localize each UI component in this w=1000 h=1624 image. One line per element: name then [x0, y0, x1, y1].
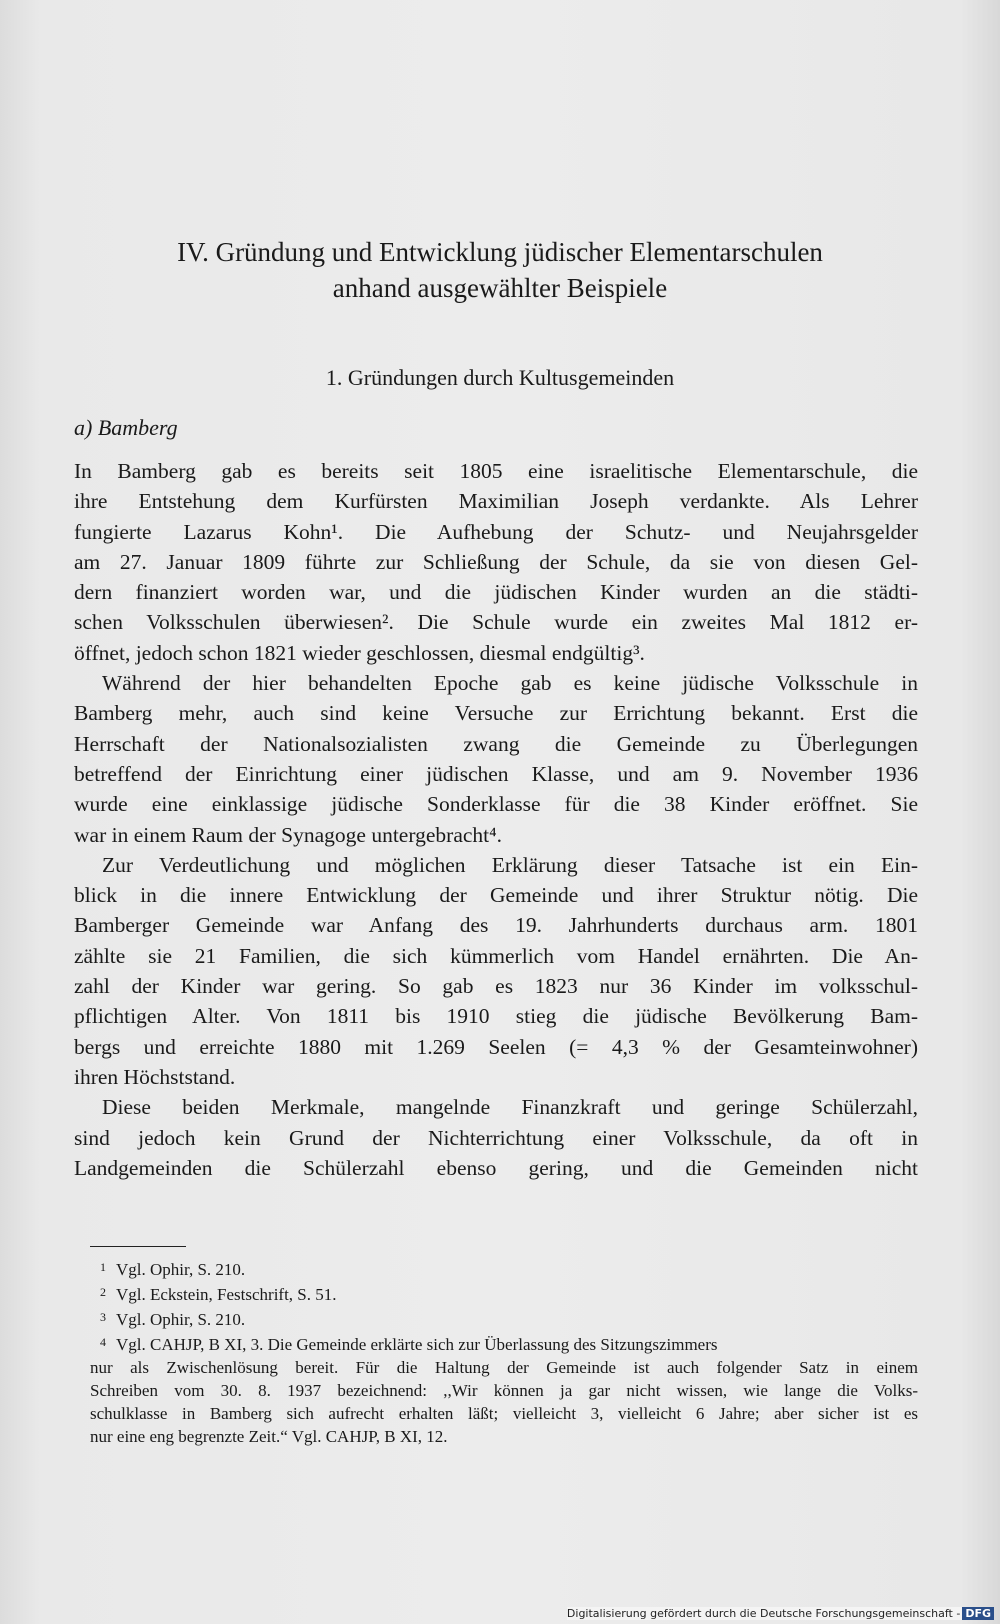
body-line: Während der hier behandelten Epoche gab es keine jüdische Volksschule in: [102, 671, 918, 696]
footnote-text: Vgl. Ophir, S. 210.: [116, 1260, 246, 1279]
body-line: fungierte Lazarus Kohn¹. Die Aufhebung der Schutz- und Neujahrsgelder: [74, 519, 918, 544]
footnote-text: Vgl. Ophir, S. 210.: [116, 1310, 246, 1329]
footnote-1: [90, 1256, 918, 1281]
chapter-heading-line-2: anhand ausgewählter Beispiele: [332, 273, 668, 303]
body-line: pflichtigen Alter. Von 1811 bis 1910 stieg die jüdische Bevölkerung Bam-: [74, 1004, 918, 1029]
body-line: öffnet, jedoch schon 1821 wieder geschlossen, diesmal endgültig³.: [74, 640, 645, 665]
body-line: schen Volksschulen überwiesen². Die Schule wurde ein zweites Mal 1812 er-: [74, 610, 918, 635]
footnote-4: [90, 1331, 918, 1356]
body-line: In Bamberg gab es bereits seit 1805 eine israelitische Elementarschule, die: [74, 459, 918, 483]
footnote-4-continued: nur eine eng begrenzte Zeit.“ Vgl. CAHJP, B XI, 12.: [90, 1427, 448, 1446]
footnote-divider: [90, 1246, 186, 1247]
footnote-text: Vgl. CAHJP, B XI, 3. Die Gemeinde erklärte sich zur Überlassung des Sitzungszimmers: [116, 1335, 718, 1354]
dfg-logo: DFG: [962, 1607, 994, 1620]
section-heading: 1. Gründungen durch Kultusgemeinden: [325, 365, 675, 390]
body-line: dern finanziert worden war, und die jüdischen Kinder wurden an die städti-: [74, 580, 918, 605]
footnote-number: 2: [100, 1285, 106, 1299]
body-line: Bamberger Gemeinde war Anfang des 19. Jahrhunderts durchaus arm. 1801: [74, 913, 918, 938]
body-line: Herrschaft der Nationalsozialisten zwang die Gemeinde zu Überlegungen: [74, 731, 918, 756]
credit-text: Digitalisierung gefördert durch die Deutsche Forschungsgemeinschaft -: [566, 1607, 961, 1620]
footnote-number: 1: [100, 1260, 106, 1274]
footnote-4-continued: nur als Zwischenlösung bereit. Für die Haltung der Gemeinde ist auch folgender Satz in einem: [90, 1358, 918, 1377]
footnote-4-continued: Schreiben vom 30. 8. 1937 bezeichnend: ,,Wir können ja gar nicht wissen, wie lange die Volks-: [90, 1381, 918, 1400]
body-line: ihre Entstehung dem Kurfürsten Maximilian Joseph verdankte. Als Lehrer: [74, 489, 918, 514]
footnotes: [90, 1256, 918, 1448]
footnote-4-continued: schulklasse in Bamberg sich aufrecht erhalten läßt; vielleicht 3, vielleicht 6 Jahre; aber sicher ist es: [90, 1404, 918, 1423]
footnote-text: Vgl. Eckstein, Festschrift, S. 51.: [116, 1285, 337, 1304]
body-line: bergs und erreichte 1880 mit 1.269 Seelen (= 4,3 % der Gesamteinwohner): [74, 1034, 918, 1059]
chapter-heading: [60, 234, 940, 306]
footnote-number: 3: [100, 1310, 106, 1324]
chapter-heading-line-1: IV. Gründung und Entwicklung jüdischer Elementarschulen: [177, 237, 823, 267]
footnote-number: 4: [100, 1335, 106, 1349]
footnote-3: [90, 1306, 918, 1331]
body-line: Landgemeinden die Schülerzahl ebenso gering, und die Gemeinden nicht: [74, 1155, 918, 1180]
body-line: zählte sie 21 Familien, die sich kümmerlich vom Handel ernährten. Die An-: [74, 943, 918, 968]
body-line: wurde eine einklassige jüdische Sonderklasse für die 38 Kinder eröffnet. Sie: [74, 792, 918, 817]
footnote-2: [90, 1281, 918, 1306]
body-line: war in einem Raum der Synagoge untergebracht⁴.: [74, 822, 503, 847]
body-line: blick in die innere Entwicklung der Gemeinde und ihrer Struktur nötig. Die: [74, 883, 918, 908]
body-line: zahl der Kinder war gering. So gab es 1823 nur 36 Kinder im volksschul-: [74, 974, 918, 999]
body-line: betreffend der Einrichtung einer jüdischen Klasse, und am 9. November 1936: [74, 761, 918, 786]
body-text: [74, 456, 918, 1183]
body-line: Zur Verdeutlichung und möglichen Erklärung dieser Tatsache ist ein Ein-: [102, 852, 918, 877]
body-line: sind jedoch kein Grund der Nichterrichtung einer Volksschule, da oft in: [74, 1125, 918, 1150]
body-line: ihren Höchststand.: [74, 1064, 236, 1089]
digitization-credit: [567, 1607, 994, 1620]
subsection-heading: a) Bamberg: [74, 415, 178, 440]
body-line: Diese beiden Merkmale, mangelnde Finanzkraft und geringe Schülerzahl,: [102, 1095, 918, 1120]
body-line: Bamberg mehr, auch sind keine Versuche zur Errichtung bekannt. Erst die: [74, 701, 918, 726]
body-line: am 27. Januar 1809 führte zur Schließung der Schule, da sie von diesen Gel-: [74, 549, 918, 574]
